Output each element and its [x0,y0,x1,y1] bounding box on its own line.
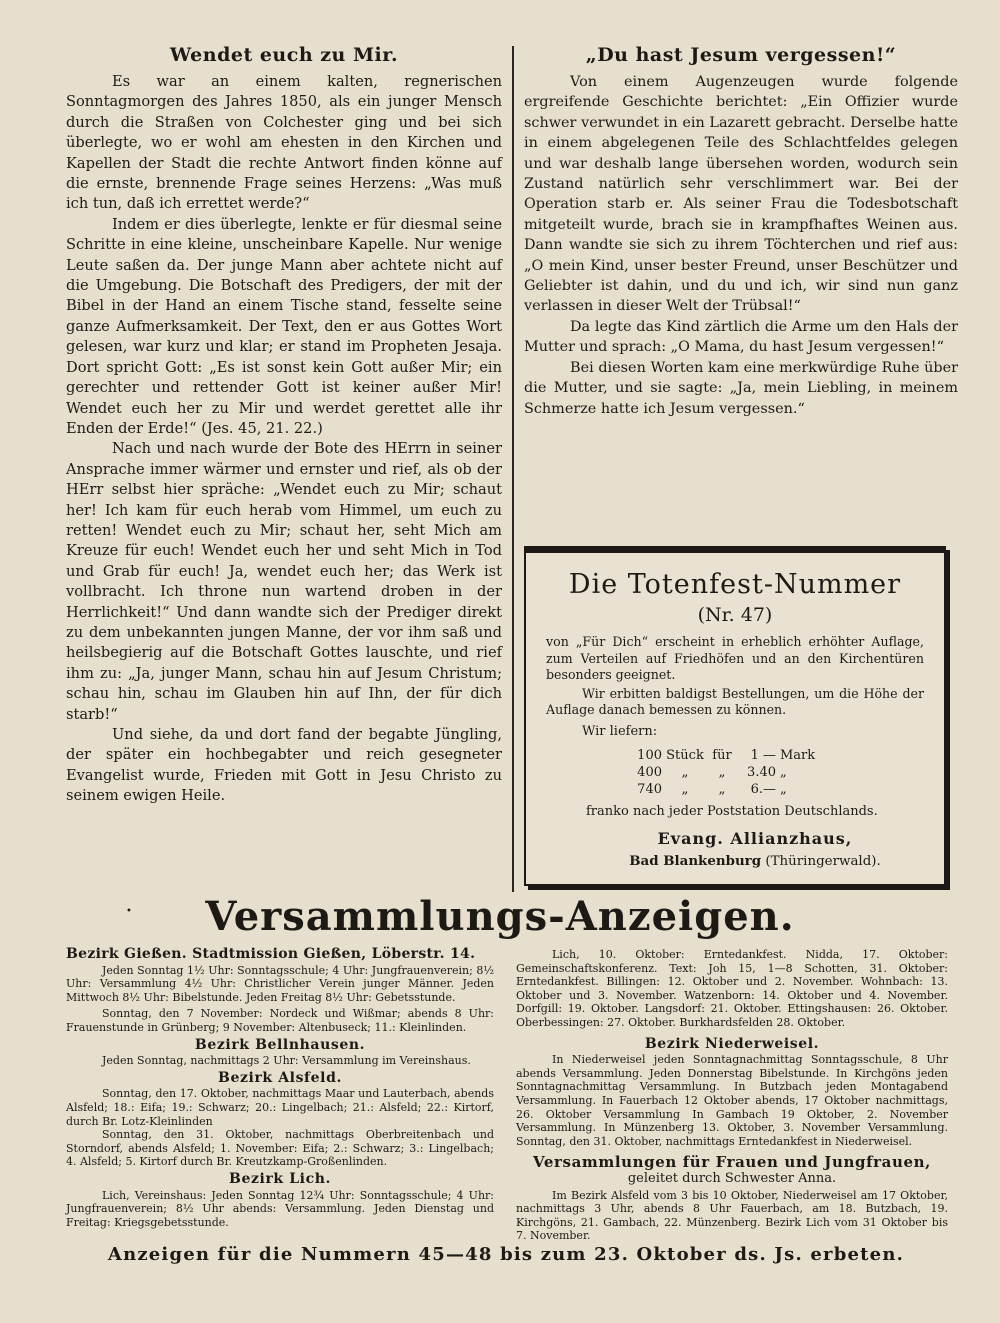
right-article [524,44,958,419]
price-row [622,747,944,764]
ad-district-heading: Bezirk Bellnhausen. [194,1036,366,1053]
right-article-paragraph: Da legte das Kind zärtlich die Arme um den Hals der Mutter und sprach: „O Mama, du hast Jesum vergessen!“ [524,318,958,356]
notice-place [566,853,944,869]
ads-heading: Versammlungs-Anzeigen. [205,893,795,940]
right-article-paragraph: Bei diesen Worten kam eine merkwürdige Ruhe über die Mutter, und sie sagte: „Ja, mein Liebling, in meinem Schmerze hatte ich Jesum vergessen.“ [524,359,958,417]
ad-text: Sonntag, den 7 November: Nordeck und Wißmar; abends 8 Uhr: Frauenstunde in Grünberg; 9 November: Altenbuseck; 11.: Kleinlinden. [66,1007,494,1034]
ads-footer: Anzeigen für die Nummern 45—48 bis zum 23. Oktober ds. Js. erbeten. [107,1244,905,1265]
ad-district-heading: Bezirk Niederweisel. [644,1035,820,1052]
left-article-paragraph: Nach und nach wurde der Bote des HErrn in seiner Ansprache immer wärmer und ernster und rief, als ob der HErr selbst hier spräche: „Wendet euch zu Mir; schaut her! Ich kam für euch herab vom Himmel, um euch zu retten! Wendet euch zu Mir; schaut her, seht Mich am Kreuze für euch! Wendet euch her und seht Mich in Tod und Grab für euch! Ja, wendet euch her; das Werk ist vollbracht. Ich throne nun wartend droben in der Herrlichkeit!“ Und dann wandte sich der Prediger direkt zu dem unbekannten jungen Manne, der vor ihm saß und heilsbegierig auf die Botschaft Gottes lauschte, und rief ihm zu: „Ja, junger Mann, schau hin auf Jesum Christum; schau hin, schau im Glauben hin auf Ihn, der für dich starb!“ [66,440,502,723]
notice-text: von „Für Dich“ erscheint in erheblich erhöhter Auflage, zum Verteilen auf Friedhöfen und an den Kirchentüren besonders geeignet. [546,634,924,683]
ads-right-column [516,948,948,1243]
price-for: „ [718,764,726,780]
price-for: „ [718,781,726,797]
price-for: für [712,747,732,763]
totenfest-notice-box [524,546,946,886]
notice-number: (Nr. 47) [697,604,773,626]
price-qty: 740 [637,781,662,797]
left-article [66,44,502,807]
price-unit: „ [681,764,689,780]
price-currency: „ [780,781,787,797]
price-unit: „ [681,781,689,797]
notice-freight: franko nach jeder Poststation Deutschlands. [586,803,878,819]
ad-district-heading: Versammlungen für Frauen und Jungfrauen, [533,1153,931,1172]
price-amount: 1 — [750,747,776,763]
price-unit: Stück [666,747,704,763]
price-row [622,764,944,781]
ad-text: Im Bezirk Alsfeld vom 3 bis 10 Oktober, Niederweisel am 17 Oktober, nachmittags 3 Uhr, abends 8 Uhr Fauerbach, am 18. Butzbach, 19. Kirchgöns, 21. Gambach, 22. Münzenberg. Bezirk Lich vom 31 Oktober bis 7. November. [516,1188,948,1243]
price-currency: „ [780,764,787,780]
ad-text: In Niederweisel jeden Sonntagnachmittag Sonntagsschule, 8 Uhr abends Versammlung. Jeden Donnerstag Bibelstunde. In Kirchgöns jeden Sonntagnachmittag Versammlung. In Butzbach jeden Montagabend Versammlung. In Fauerbach 12 Oktober abends, 17 Oktober nachmittags, 26. Oktober Versammlung In Gambach 19 Oktober, 2. November Versammlung. In Münzenberg 13. Oktober, 3. November Versammlung. Sonntag, den 31. Oktober, nachmittags Erntedankfest in Niederweisel. [516,1053,948,1148]
ad-text: Lich, Vereinshaus: Jeden Sonntag 12¾ Uhr: Sonntagsschule; 4 Uhr: Jungfrauenverein; 8½ Uhr abends: Versammlung. Jeden Dienstag und Freitag: Kriegsgebetsstunde. [66,1188,494,1229]
ads-left-column [66,948,494,1229]
ornament-dot: • [126,906,132,917]
notice-place-region: (Thüringerwald). [765,853,881,869]
ad-text: Sonntag, den 31. Oktober, nachmittags Oberbreitenbach und Storndorf, abends Alsfeld; 1. November: Eifa; 2.: Schwarz; 3.: Lingelbach; 4. Alsfeld; 5. Kirtorf durch Br. Kreutzkamp-Großenlinden. [66,1128,494,1169]
left-article-paragraph: Indem er dies überlegte, lenkte er für diesmal seine Schritte in eine kleine, unscheinbare Kapelle. Nur wenige Leute saßen da. Der junge Mann aber achtete nicht auf die Umgebung. Die Botschaft des Predigers, der mit der Bibel in der Hand an einem Tische stand, fesselte seine ganze Aufmerksamkeit. Der Text, den er aus Gottes Wort gelesen, war kurz und klar; er stand im Propheten Jesaja. Dort spricht Gott: „Es ist sonst kein Gott außer Mir; ein gerechter und rettender Gott ist keiner außer Mir! Wendet euch her zu Mir und werdet gerettet alle ihr Enden der Erde!“ (Jes. 45, 21. 22.) [66,215,502,437]
right-article-paragraph: Von einem Augenzeugen wurde folgende ergreifende Geschichte berichtet: „Ein Offizier wurde schwer verwundet in ein Lazarett gebracht. Derselbe hatte in einem abgelegenen Teile des Schlachtfeldes gelegen und war deshalb lange übersehen worden, wodurch sein Zustand natürlich sehr verschlimmert war. Bei der Operation starb er. Als seiner Frau die Todesbotschaft mitgeteilt wurde, brach sie in krampfhaftes Weinen aus. Dann wandte sie sich zu ihrem Töchterchen und rief aus: „O mein Kind, unser bester Freund, unser Beschützer und Geliebter ist dahin, und du und ich, wir sind nun ganz verlassen in dieser Welt der Trübsal!“ [524,74,958,315]
notice-text: Wir erbitten baldigst Bestellungen, um die Höhe der Auflage danach bemessen zu können. [546,685,924,718]
notice-supply-label: Wir liefern: [582,723,658,739]
right-article-title: „Du hast Jesum vergessen!“ [585,44,897,66]
column-divider [512,46,514,892]
left-article-paragraph: Und siehe, da und dort fand der begabte Jüngling, der später ein hochbegabter und reich gesegneter Evangelist wurde, Frieden mit Gott in Jesu Christo zu seinem ewigen Heile. [66,726,502,805]
ad-text: Sonntag, den 17. Oktober, nachmittags Maar und Lauterbach, abends Alsfeld; 18.: Eifa; 19.: Schwarz; 20.: Lingelbach; 21.: Alsfeld; 22.: Kirtorf, durch Br. Lotz-Kleinlinden [66,1087,494,1128]
left-article-title: Wendet euch zu Mir. [169,44,399,66]
notice-publisher: Evang. Allianzhaus, [657,828,853,848]
ad-district-heading: Bezirk Gießen. Stadtmission Gießen, Löberstr. 14. [66,946,476,962]
price-amount: 6.— [750,781,776,797]
notice-top-bar [526,548,944,553]
price-qty: 400 [637,764,662,780]
ad-text: Jeden Sonntag, nachmittags 2 Uhr: Versammlung im Vereinshaus. [102,1054,471,1068]
price-amount: 3.40 [747,764,776,780]
price-qty: 100 [637,747,662,763]
ad-subheading: geleitet durch Schwester Anna. [627,1170,837,1186]
notice-place-name: Bad Blankenburg [629,852,762,869]
ad-district-heading: Bezirk Lich. [229,1170,331,1187]
left-article-paragraph: Es war an einem kalten, regnerischen Sonntagmorgen des Jahres 1850, als ein junger Mensch durch die Straßen von Colchester ging und bei sich überlegte, wo er wohl am ehesten in den Kirchen und Kapellen der Stadt die rechte Antwort finden könne auf die ernste, brennende Frage seines Herzens: „Was muß ich tun, daß ich errettet werde?“ [66,73,502,213]
price-row [622,781,944,798]
price-list [622,747,944,798]
notice-title: Die Totenfest-Nummer [568,569,902,600]
ad-text: Lich, 10. Oktober: Erntedankfest. Nidda, 17. Oktober: Gemeinschaftskonferenz. Text: Joh 15, 1—8 Schotten, 31. Oktober: Erntedankfest. Billingen: 12. Oktober und 2. November. Wohnbach: 13. Oktober und 3. November. Watzenborn: 14. Oktober und 4. November. Dorfgill: 19. Oktober. Langsdorf: 21. Oktober. Ettingshausen: 26. Oktober. Oberbessingen: 27. Oktober. Burkhardsfelden 28. Oktober. [516,948,948,1029]
ad-text: Jeden Sonntag 1½ Uhr: Sonntagsschule; 4 Uhr: Jungfrauenverein; 8½ Uhr: Versammlung 4½ Uhr: Christlicher Verein junger Männer. Jeden Mittwoch 8½ Uhr: Bibelstunde. Jeden Freitag 8½ Uhr: Gebetsstunde. [66,963,494,1004]
ad-district-heading: Bezirk Alsfeld. [218,1069,342,1086]
price-currency: Mark [780,747,816,763]
